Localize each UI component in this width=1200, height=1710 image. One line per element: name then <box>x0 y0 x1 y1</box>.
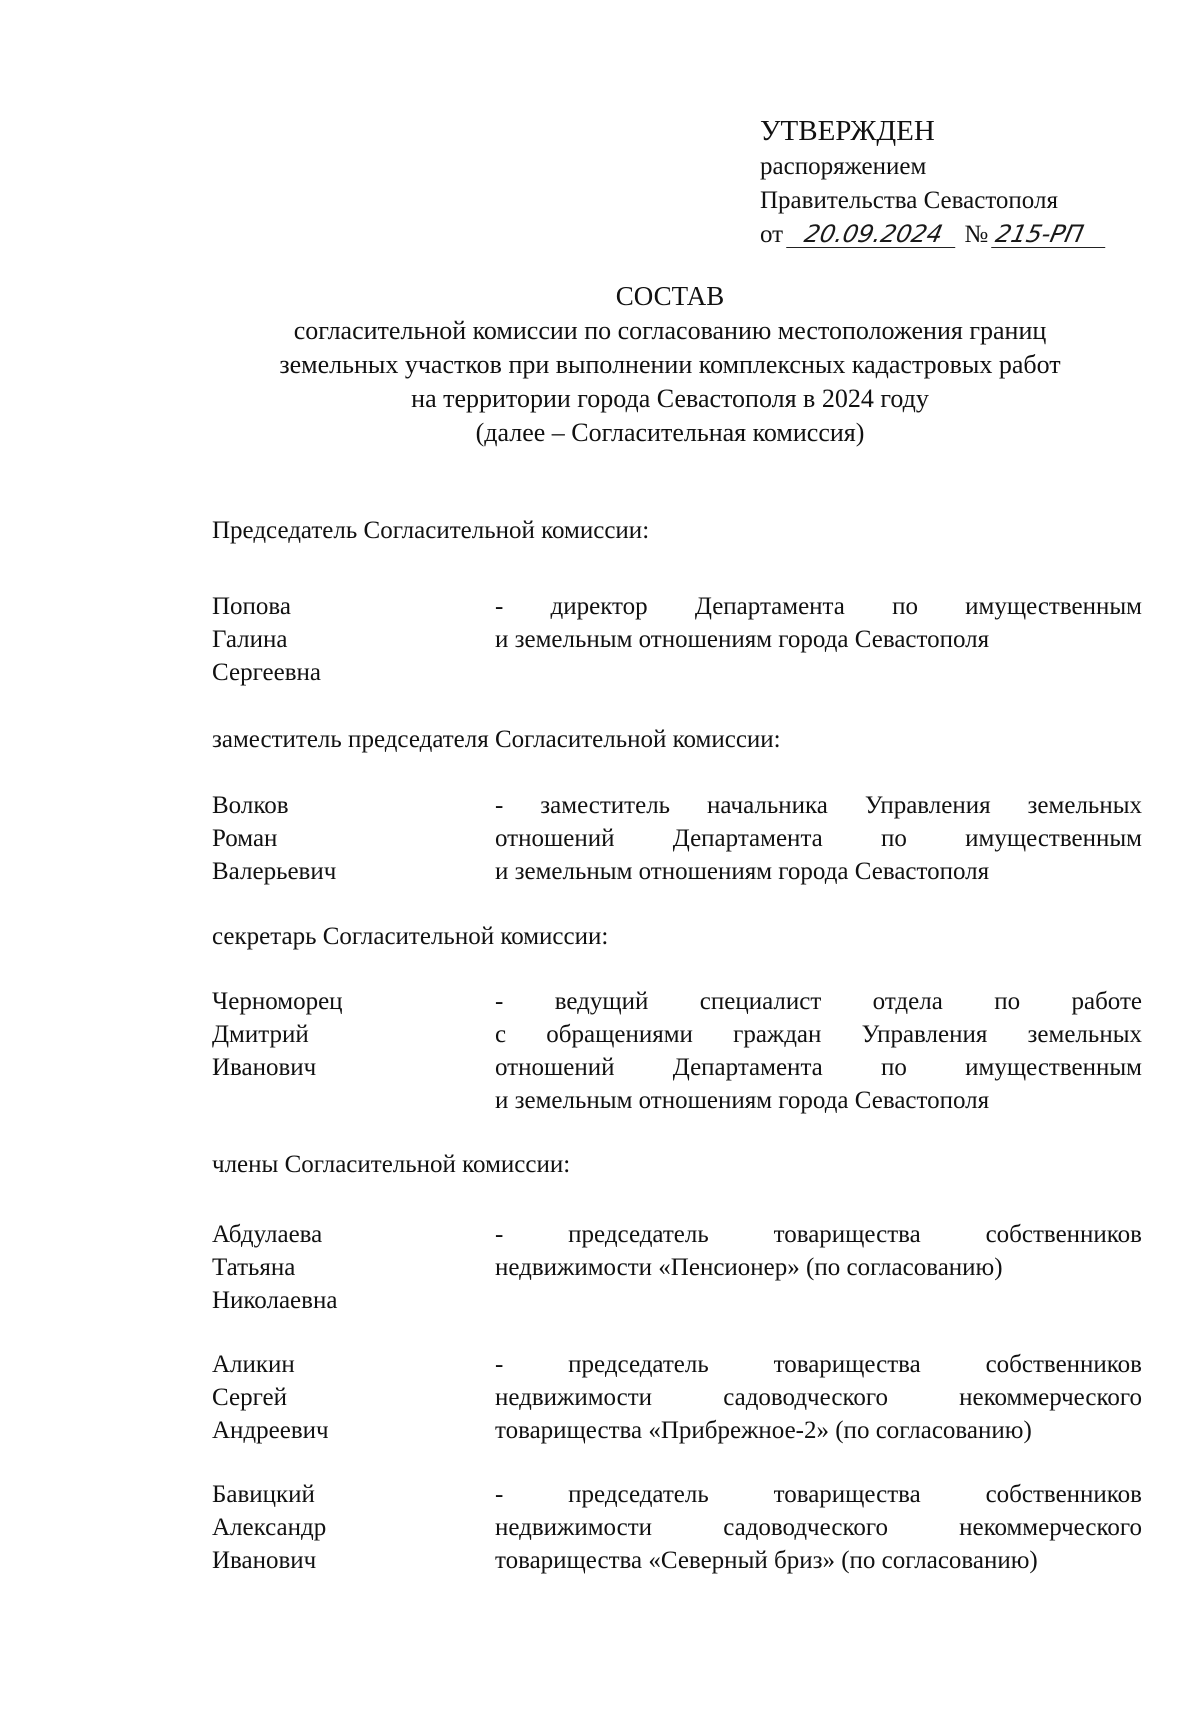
member-name: Волков Роман Валерьевич <box>212 792 337 885</box>
approval-line-2: Правительства Севастополя <box>760 187 1058 214</box>
member-name: Попова Галина Сергеевна <box>212 593 321 686</box>
member-name: Абдулаева Татьяна Николаевна <box>212 1221 338 1314</box>
approval-date-number-line <box>760 218 1160 252</box>
handwritten-date: 20.09.2024 <box>786 221 961 248</box>
member-name: Черноморец Дмитрий Иванович <box>212 988 343 1081</box>
document-title: СОСТАВ <box>615 281 725 311</box>
member-position: - председатель товарищества собственников недвижимости «Пенсионер» (по согласованию) <box>495 1221 1142 1281</box>
document-heading <box>180 278 1160 450</box>
number-sign: № <box>964 221 989 248</box>
member-name: Аликин Сергей Андреевич <box>212 1351 329 1444</box>
subtitle-line: земельных участков при выполнении комплексных кадастровых работ <box>279 350 1061 379</box>
member-position: - заместитель начальника Управления земельных отношений Департамента по имущественным и земельным отношениям города Севастополя <box>495 792 1142 885</box>
handwritten-number: 215-РП <box>991 221 1111 248</box>
members-heading: члены Согласительной комиссии: <box>212 1151 571 1178</box>
subtitle-line: на территории города Севастополя в 2024 году <box>411 384 929 413</box>
member-name: Бавицкий Александр Иванович <box>212 1481 327 1574</box>
subtitle-line: (далее – Согласительная комиссия) <box>475 418 865 447</box>
approval-line-1: распоряжением <box>760 153 927 180</box>
from-label: от <box>760 221 784 248</box>
subtitle-line: согласительной комиссии по согласованию местоположения границ <box>293 316 1047 345</box>
chairman-heading: Председатель Согласительной комиссии: <box>212 517 650 544</box>
secretary-heading: секретарь Согласительной комиссии: <box>212 923 609 950</box>
approval-stamp <box>760 112 1160 252</box>
member-position: - председатель товарищества собственников недвижимости садоводческого некоммерческого товарищества «Северный бриз» (по согласованию) <box>495 1481 1142 1574</box>
member-position: - директор Департамента по имущественным и земельным отношениям города Севастополя <box>495 593 1142 653</box>
member-position: - председатель товарищества собственников недвижимости садоводческого некоммерческого товарищества «Прибрежное-2» (по согласованию) <box>495 1351 1142 1444</box>
approval-title: УТВЕРЖДЕН <box>760 115 935 147</box>
member-position: - ведущий специалист отдела по работе с обращениями граждан Управления земельных отношений Департамента по имущественным и земельным отношениям города Севастополя <box>495 988 1142 1114</box>
deputy-heading: заместитель председателя Согласительной комиссии: <box>212 726 781 753</box>
